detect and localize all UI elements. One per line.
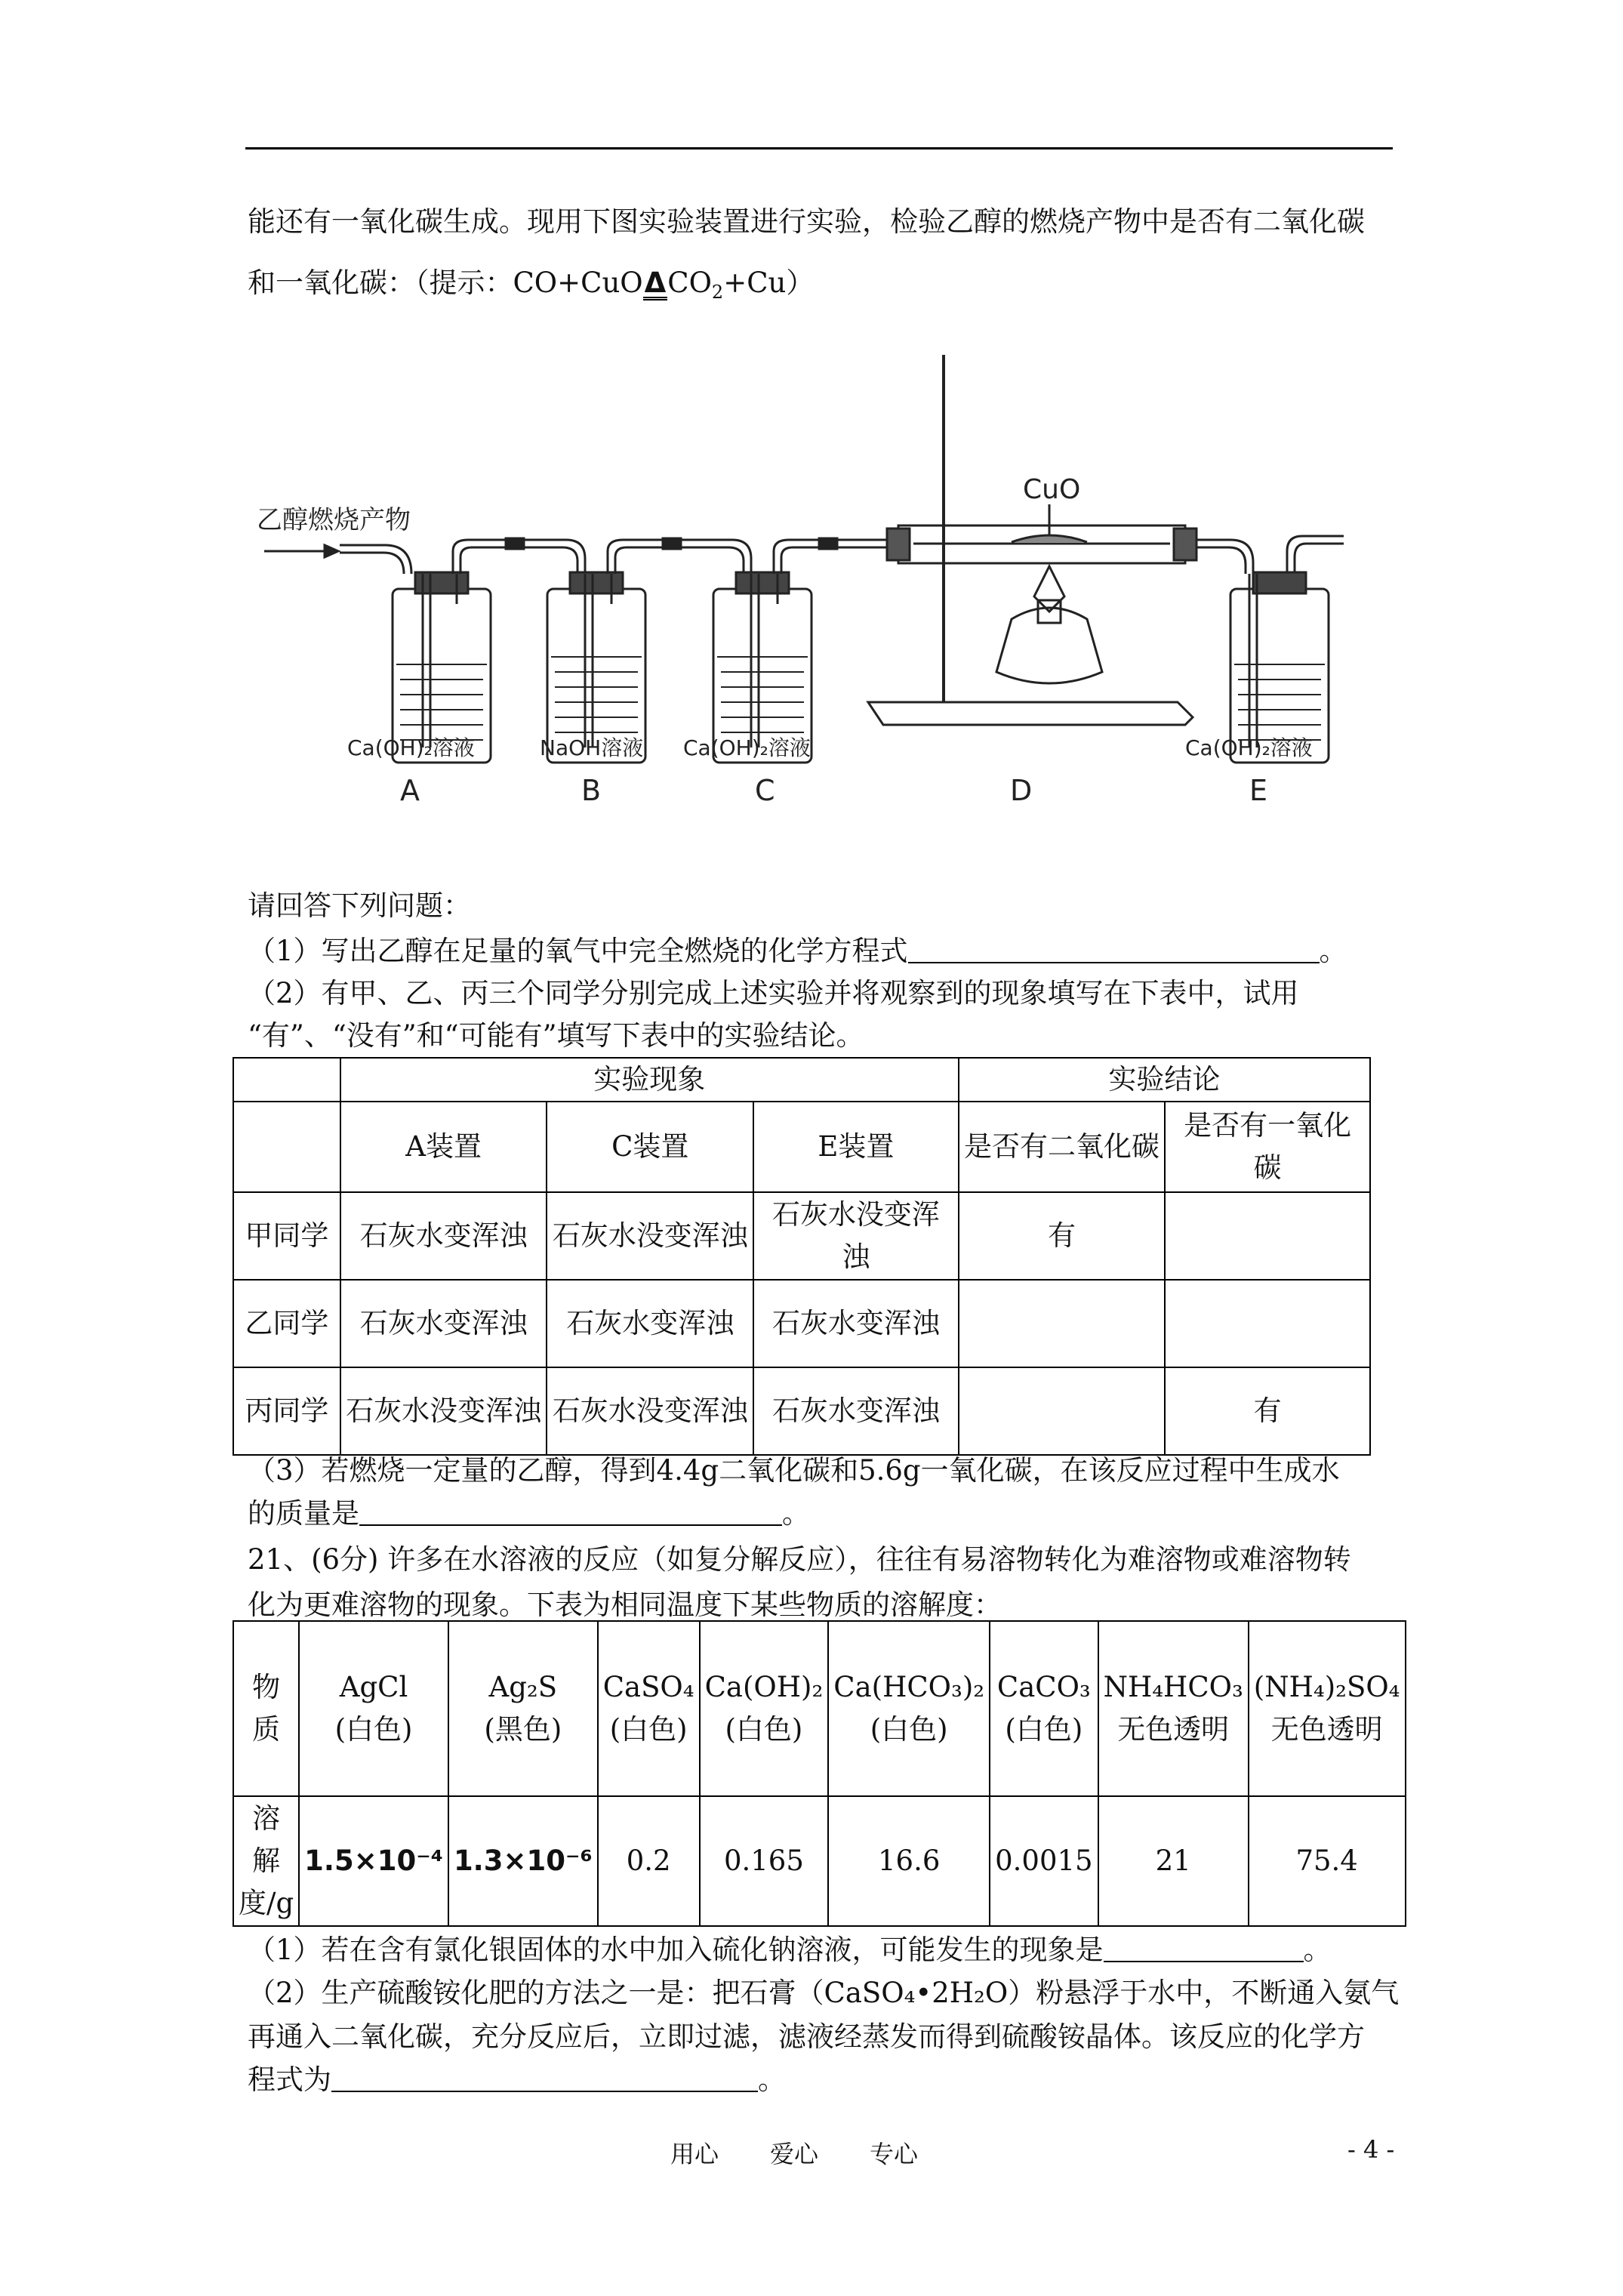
q21-question-1-end: 。: [1303, 1934, 1332, 1966]
questions-lead: 请回答下列问题：: [248, 889, 471, 922]
q21-line-2: 化为更难溶物的现象。下表为相同温度下某些物质的溶解度：: [248, 1589, 1002, 1621]
substance-color: 无色透明: [1117, 1713, 1230, 1746]
q21-line-1: 21、(6分) 许多在水溶液的反应（如复分解反应），往往有易溶物转化为难溶物或难溶物转: [248, 1543, 1351, 1576]
header-co: 是否有一氧化碳: [1165, 1102, 1370, 1192]
cell-e: 石灰水变浑浊: [753, 1280, 959, 1367]
question-2-line-1: （2）有甲、乙、丙三个同学分别完成上述实验并将观察到的现象填写在下表中，试用: [248, 977, 1299, 1009]
cell-co2[interactable]: [959, 1280, 1166, 1367]
cuo-label: CuO: [1023, 474, 1081, 505]
letter-b: B: [581, 774, 602, 807]
q21-question-2-line-2: 再通入二氧化碳，充分反应后，立即过滤，滤液经蒸发而得到硫酸铵晶体。该反应的化学方: [248, 2020, 1365, 2053]
solubility-value: 1.5×10⁻⁴: [299, 1796, 448, 1926]
footer-motto-3: 专心: [870, 2140, 919, 2168]
substance-formula: (NH₄)₂SO₄: [1253, 1671, 1400, 1703]
question-2-line-2: “有”、“没有”和“可能有”填写下表中的实验结论。: [248, 1019, 864, 1052]
row-label-solubility: 溶解度/g: [233, 1796, 299, 1926]
solubility-value: 0.2: [598, 1796, 700, 1926]
header-phenomena: 实验现象: [340, 1058, 959, 1102]
substance-cell: [598, 1621, 700, 1796]
substance-formula: CaCO₃: [996, 1671, 1091, 1703]
q21-question-2-line-1: （2）生产硫酸铵化肥的方法之一是：把石膏（CaSO₄•2H₂O）粉悬浮于水中，不断通入氨气: [248, 1977, 1400, 2009]
question-1: [248, 930, 1347, 972]
answer-blank-1[interactable]: [908, 932, 1320, 963]
cell-c: 石灰水没变浑浊: [547, 1192, 753, 1280]
q21-question-1: [248, 1929, 1332, 1971]
cell-co2[interactable]: [959, 1367, 1166, 1455]
bottle-c-label: Ca(OH)₂溶液: [683, 735, 811, 760]
substance-color: (白色): [609, 1713, 688, 1746]
q21-question-1-text: （1）若在含有氯化银固体的水中加入硫化钠溶液，可能发生的现象是: [248, 1934, 1104, 1966]
solubility-value: 16.6: [828, 1796, 990, 1926]
bottle-b-label: NaOH溶液: [540, 735, 644, 760]
intro-line-1: 能还有一氧化碳生成。现用下图实验装置进行实验，检验乙醇的燃烧产物中是否有二氧化碳: [248, 205, 1365, 238]
substance-color: (白色): [334, 1713, 413, 1746]
header-c: C装置: [547, 1102, 753, 1192]
cell-co[interactable]: [1165, 1280, 1370, 1367]
hint-delta: Δ: [644, 267, 667, 299]
bottle-a-label: Ca(OH)₂溶液: [347, 735, 475, 760]
answer-blank-21-1[interactable]: [1104, 1931, 1304, 1962]
letter-c: C: [755, 774, 775, 807]
substance-cell: [448, 1621, 598, 1796]
substance-cell: [990, 1621, 1098, 1796]
header-e: E装置: [753, 1102, 959, 1192]
substance-color: (黑色): [484, 1713, 562, 1746]
cell-a: 石灰水变浑浊: [340, 1192, 547, 1280]
header-co2: 是否有二氧化碳: [959, 1102, 1166, 1192]
table-row: [233, 1367, 1370, 1455]
substance-formula: AgCl: [339, 1671, 408, 1703]
question-3-line-2: [248, 1493, 810, 1535]
intro-line-2: [248, 262, 814, 313]
header-a: A装置: [340, 1102, 547, 1192]
solubility-value: 21: [1098, 1796, 1249, 1926]
question-3-line-1: （3）若燃烧一定量的乙醇，得到4.4g二氧化碳和5.6g一氧化碳，在该反应过程中生成水: [248, 1454, 1340, 1487]
cell-co[interactable]: [1165, 1192, 1370, 1280]
solubility-table: [233, 1620, 1406, 1927]
substance-color: (白色): [1005, 1713, 1083, 1746]
question-3-text: 的质量是: [248, 1497, 359, 1530]
bottle-e-label: Ca(OH)₂溶液: [1185, 735, 1313, 760]
substance-formula: Ca(HCO₃)₂: [833, 1671, 985, 1703]
solubility-value: 75.4: [1249, 1796, 1406, 1926]
header-rule: [245, 147, 1393, 149]
row-label-substance: 物质: [233, 1621, 299, 1796]
cell-a: 石灰水变浑浊: [340, 1280, 547, 1367]
substance-color: 无色透明: [1270, 1713, 1383, 1746]
substance-formula: CaSO₄: [602, 1671, 694, 1703]
substance-formula: NH₄HCO₃: [1103, 1671, 1243, 1703]
hint-prefix: 和一氧化碳：（提示：CO+CuO: [248, 267, 643, 299]
answer-blank-21-2[interactable]: [331, 2060, 758, 2092]
cell-c: 石灰水没变浑浊: [547, 1367, 753, 1455]
question-3-end: 。: [782, 1497, 810, 1530]
cell-a: 石灰水没变浑浊: [340, 1367, 547, 1455]
cell-co2: 有: [959, 1192, 1166, 1280]
footer-motto-1: 用心: [670, 2140, 719, 2168]
cell-e: 石灰水没变浑浊: [753, 1192, 959, 1280]
table-row: [233, 1192, 1370, 1280]
substance-color: (白色): [870, 1713, 948, 1746]
page-number: - 4 -: [1347, 2135, 1395, 2164]
student-name: 乙同学: [233, 1280, 340, 1367]
substance-formula: Ag₂S: [488, 1671, 558, 1703]
substance-cell: [1249, 1621, 1406, 1796]
substance-cell: [299, 1621, 448, 1796]
q21-question-2-line-3: [248, 2059, 786, 2101]
question-1-text: （1）写出乙醇在足量的氧气中完全燃烧的化学方程式: [248, 935, 908, 967]
substance-cell: [700, 1621, 829, 1796]
cell-e: 石灰水变浑浊: [753, 1367, 959, 1455]
solubility-value: 1.3×10⁻⁶: [448, 1796, 598, 1926]
apparatus-diagram: [249, 347, 1351, 815]
student-name: 甲同学: [233, 1192, 340, 1280]
question-1-end: 。: [1319, 935, 1347, 967]
hint-sub: 2: [711, 282, 724, 303]
substance-cell: [1098, 1621, 1249, 1796]
experiment-table: [233, 1057, 1371, 1456]
table-row: [233, 1280, 1370, 1367]
answer-blank-3[interactable]: [359, 1494, 782, 1526]
q21-question-2-text: 程式为: [248, 2063, 331, 2096]
footer-motto-2: 爱心: [770, 2140, 819, 2168]
letter-e: E: [1249, 774, 1268, 807]
cell-co: 有: [1165, 1367, 1370, 1455]
cell-c: 石灰水变浑浊: [547, 1280, 753, 1367]
table-empty-cell: [233, 1102, 340, 1192]
table-corner: [233, 1058, 340, 1102]
solubility-value: 0.165: [700, 1796, 829, 1926]
letter-d: D: [1010, 774, 1033, 807]
q21-question-2-end: 。: [758, 2063, 786, 2096]
inlet-label: 乙醇燃烧产物: [257, 505, 411, 535]
hint-co: CO: [667, 267, 712, 299]
letter-a: A: [400, 774, 420, 807]
header-conclusion: 实验结论: [959, 1058, 1370, 1102]
substance-color: (白色): [725, 1713, 803, 1746]
student-name: 丙同学: [233, 1367, 340, 1455]
substance-formula: Ca(OH)₂: [704, 1671, 824, 1703]
hint-suffix: +Cu）: [723, 267, 815, 299]
substance-cell: [828, 1621, 990, 1796]
solubility-value: 0.0015: [990, 1796, 1098, 1926]
